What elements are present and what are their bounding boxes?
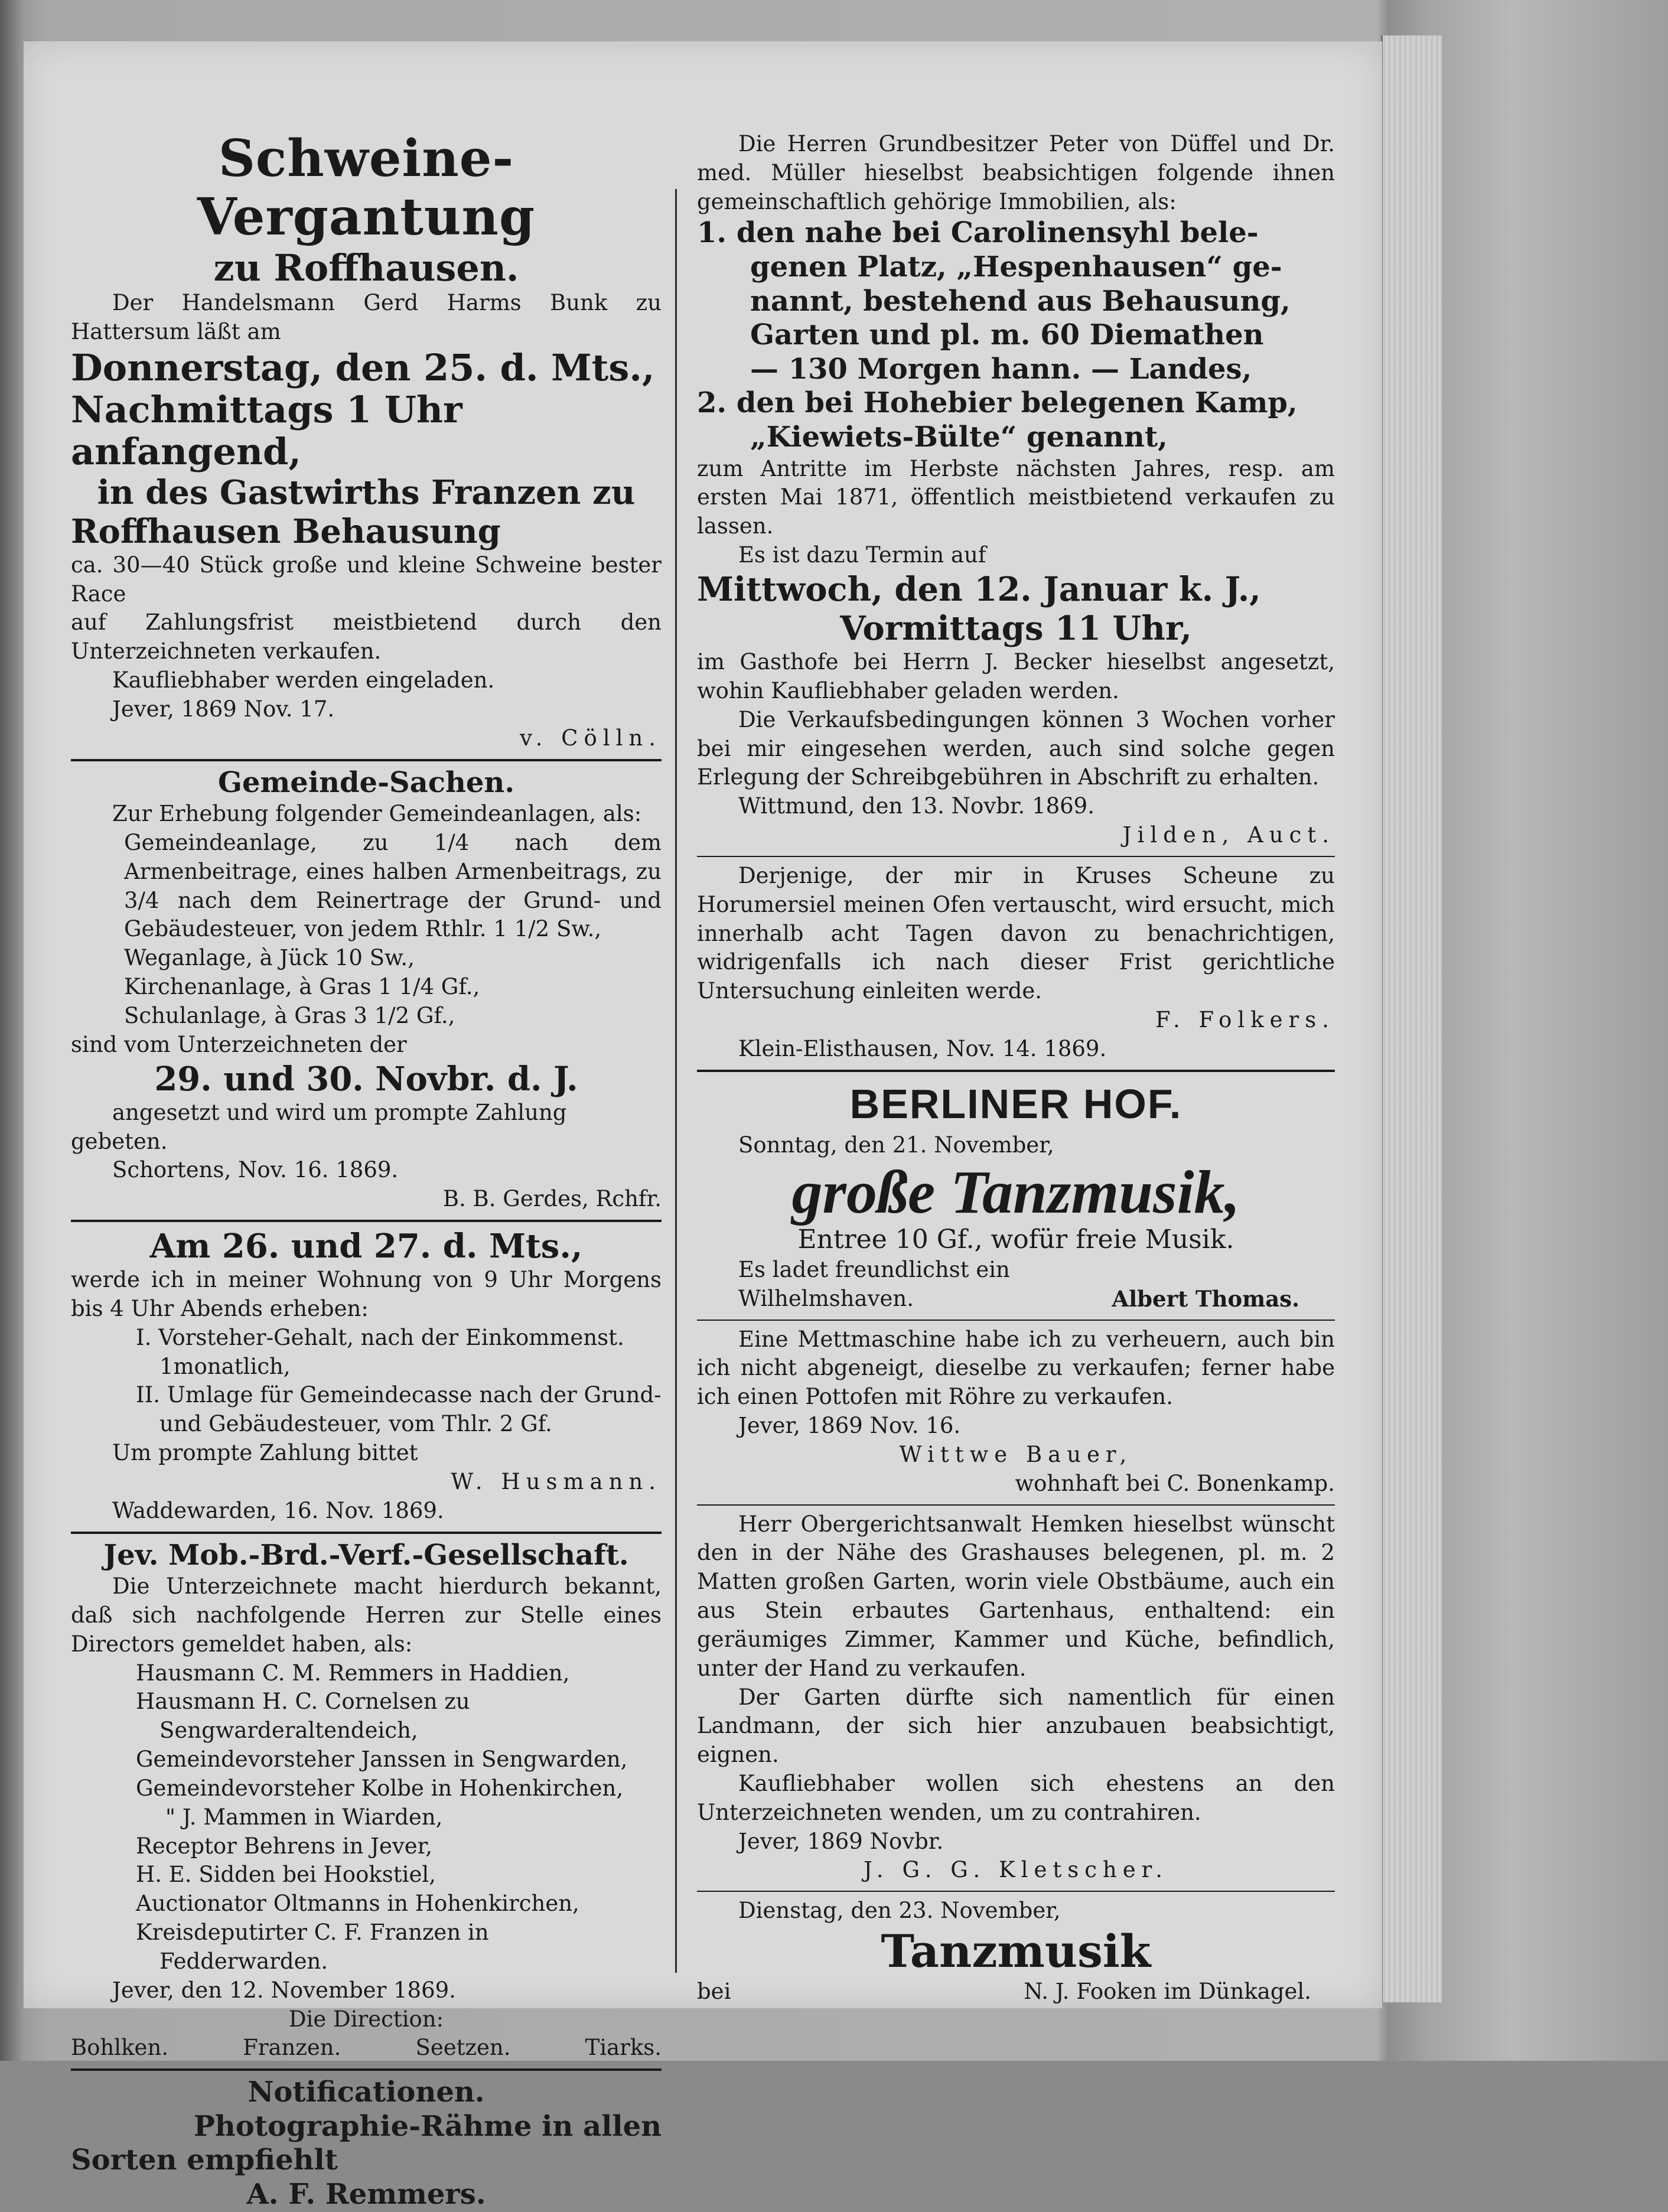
ad-signature: Seetzen. [415, 2035, 511, 2061]
ad-mettmaschine [697, 1325, 1335, 1498]
ad-dateline: Schortens, Nov. 16. 1869. [112, 1157, 399, 1183]
ad-item: nannt, bestehend aus Behausung, [750, 284, 1291, 318]
ad-text: Weganlage, à Jück 10 Sw., [124, 945, 415, 971]
ad-text: Photographie-Rähme in allen [193, 2109, 662, 2143]
ad-place-2: Roffhausen Behausung [71, 512, 501, 551]
ad-place: in des Gastwirths Franzen zu [97, 473, 636, 512]
ad-time: Nachmittags 1 Uhr anfangend, [71, 388, 462, 474]
ad-text: " J. Mammen in Wiarden, [165, 1804, 443, 1830]
ad-dateline: Klein-Elisthausen, Nov. 14. 1869. [738, 1035, 1107, 1061]
ad-text: bei [697, 1978, 731, 2004]
ad-text: Kaufliebhaber wollen sich ehestens an den Unterzeichneten wenden, um zu contrahiren. [697, 1770, 1335, 1825]
signature-row [697, 1978, 1335, 2006]
ad-text: werde ich in meiner Wohnung von 9 Uhr Morgens bis 4 Uhr Abends erheben: [71, 1267, 662, 1321]
ad-text: Schulanlage, à Gras 3 1/2 Gf., [124, 1002, 455, 1028]
ad-text: Die Direction: [288, 2006, 444, 2032]
section-rule [71, 759, 662, 761]
ad-notificationen [71, 2076, 662, 2211]
ad-text: I. Vorsteher-Gehalt, nach der Einkommenst. 1monatlich, [136, 1324, 624, 1379]
ad-time: Vormittags 11 Uhr, [840, 609, 1192, 649]
ad-signature: J. G. G. Kletscher. [863, 1857, 1169, 1883]
ad-date: Donnerstag, den 25. d. Mts., [71, 346, 655, 389]
left-column [71, 130, 662, 2212]
ad-text: Gemeindevorsteher Janssen in Sengwarden, [136, 1747, 628, 1773]
ad-subtitle: zu Roffhausen. [213, 246, 519, 289]
ad-signature: F. Folkers. [1155, 1007, 1335, 1033]
ad-signature: N. J. Fooken im Dünkagel. [1024, 1978, 1311, 2004]
ad-text: sind vom Unterzeichneten der [71, 1031, 407, 1057]
ad-title: Notificationen. [247, 2076, 485, 2109]
ad-date: 29. und 30. Novbr. d. J. [154, 1059, 578, 1099]
ad-signature: Tiarks. [585, 2035, 662, 2061]
ad-signature: B. B. Gerdes, Rchfr. [442, 1186, 662, 1212]
ad-title: Tanzmusik [881, 1925, 1151, 1978]
ad-text: Die Verkaufsbedingungen können 3 Wochen vorher bei mir eingesehen werden, auch sind solche gegen Erlegung der Schreibgebühren in Abschrift zu erhalten. [697, 706, 1335, 790]
ad-signature: Bohlken. [71, 2035, 169, 2061]
ad-text: II. Umlage für Gemeindecasse nach der Grund- und Gebäudesteuer, vom Thlr. 2 Gf. [136, 1382, 662, 1437]
ad-jev-gesellschaft [71, 1539, 662, 2063]
ad-berliner-hof [697, 1077, 1335, 1314]
ad-place: Wilhelmshaven. [738, 1285, 914, 1311]
ad-dateline: Waddewarden, 16. Nov. 1869. [112, 1497, 444, 1523]
ad-text: Auctionator Oltmanns in Hohenkirchen, [136, 1891, 579, 1917]
ad-text: Derjenige, der mir in Kruses Scheune zu Horumersiel meinen Ofen vertauscht, wird ersucht, mich innerhalb acht Tagen davon zu benachrichtigen, widrigenfalls ich nach dieser Frist gerichtliche Untersuchung einleiten werde. [697, 862, 1335, 1004]
ad-text: Hausmann C. M. Remmers in Haddien, [136, 1660, 570, 1686]
ad-signature: v. Cölln. [520, 725, 662, 751]
ad-text: Receptor Behrens in Jever, [136, 1833, 433, 1859]
ad-text: Es ladet freundlichst ein [738, 1256, 1010, 1282]
ad-headline: große Tanzmusik, [791, 1158, 1240, 1226]
ad-am-26 [71, 1227, 662, 1526]
ad-date: Dienstag, den 23. November, [738, 1898, 1061, 1924]
ad-item: „Kiewiets-Bülte“ genannt, [750, 421, 1168, 454]
ad-text: Der Handelsmann Gerd Harms Bunk zu Hattersum läßt am [71, 290, 662, 344]
ad-text: Der Garten dürfte sich namentlich für einen Landmann, der sich hier anzubauen beabsichtigt, eignen. [697, 1684, 1335, 1768]
ad-text: Sorten empfiehlt [71, 2143, 338, 2177]
ad-signature: A. F. Remmers. [246, 2178, 486, 2211]
ad-title: Am 26. und 27. d. Mts., [149, 1227, 583, 1266]
ad-item: 2. den bei Hohebier belegenen Kamp, [697, 386, 1298, 420]
ad-garten [697, 1510, 1335, 1885]
ad-item: genen Platz, „Hespenhausen“ ge- [750, 250, 1282, 284]
column-divider [675, 189, 677, 1973]
ad-text: Eine Mettmaschine habe ich zu verheuern, auch bin ich nicht abgeneigt, dieselbe zu verkaufen; ferner habe ich einen Pottofen mit Röhre zu verkaufen. [697, 1326, 1335, 1410]
ad-date: Sonntag, den 21. November, [738, 1132, 1054, 1158]
ad-text: zum Antritte im Herbste nächsten Jahres, resp. am ersten Mai 1871, öffentlich meistbietend verkaufen zu lassen. [697, 455, 1335, 539]
ad-dateline: Wittmund, den 13. Novbr. 1869. [738, 793, 1094, 819]
ad-address: wohnhaft bei C. Bonenkamp. [1015, 1470, 1335, 1496]
ad-tanzmusik [697, 1897, 1335, 2006]
signature-row [71, 2034, 662, 2063]
ad-immobilien [697, 130, 1335, 850]
section-rule [697, 1070, 1335, 1072]
newspaper-page [24, 41, 1382, 2211]
section-rule [697, 1891, 1335, 1892]
section-rule [71, 2068, 662, 2071]
ad-text: Die Herren Grundbesitzer Peter von Düffel und Dr. med. Müller hieselbst beabsichtigen folgende ihnen gemeinschaftlich gehörige Immobilien, als: [697, 131, 1335, 214]
ad-text: Die Unterzeichnete macht hierdurch bekannt, daß sich nachfolgende Herren zur Stelle eines Directors gemeldet haben, als: [71, 1574, 662, 1657]
section-rule [697, 1504, 1335, 1506]
ad-signature: Franzen. [243, 2035, 341, 2061]
ad-signature: W. Husmann. [451, 1468, 662, 1494]
ad-text: Zur Erhebung folgender Gemeindeanlagen, als: [112, 801, 642, 827]
ad-title: Jev. Mob.-Brd.-Verf.-Gesellschaft. [103, 1538, 629, 1572]
ad-text: Kreisdeputirter C. F. Franzen in Fedderwarden. [136, 1920, 489, 1974]
ad-dateline: Jever, 1869 Nov. 17. [112, 696, 335, 722]
ad-text: Um prompte Zahlung bittet [112, 1440, 418, 1466]
ad-text: H. E. Sidden bei Hookstiel, [136, 1862, 436, 1888]
ad-item: Garten und pl. m. 60 Diemathen [750, 318, 1264, 352]
ad-text: auf Zahlungsfrist meistbietend durch den Unterzeichneten verkaufen. [71, 610, 662, 664]
ad-signature: Wittwe Bauer, [899, 1441, 1133, 1467]
section-rule [71, 1220, 662, 1222]
ad-signature: Albert Thomas. [1112, 1285, 1299, 1312]
ad-title: Schweine-Vergantung [197, 129, 536, 247]
book-page-edges [1381, 35, 1442, 2002]
section-rule [697, 856, 1335, 857]
ad-signature: Jilden, Auct. [1122, 822, 1335, 848]
ad-dateline: Jever, 1869 Nov. 16. [738, 1413, 961, 1439]
section-rule [697, 1320, 1335, 1321]
ad-dateline: Jever, den 12. November 1869. [112, 1977, 456, 2003]
ad-gemeinde-sachen [71, 766, 662, 1214]
ad-dateline: Jever, 1869 Novbr. [738, 1828, 944, 1854]
ad-ofen [697, 862, 1335, 1064]
ad-text: Gemeindevorsteher Kolbe in Hohenkirchen, [136, 1775, 624, 1801]
ad-text: Entree 10 Gf., wofür freie Musik. [797, 1224, 1234, 1255]
ad-text: Hausmann H. C. Cornelsen zu Sengwarderaltendeich, [136, 1689, 470, 1744]
ad-text: angesetzt und wird um prompte Zahlung gebeten. [71, 1099, 567, 1154]
ad-item: — 130 Morgen hann. — Landes, [750, 352, 1252, 386]
ad-text: ca. 30—40 Stück große und kleine Schweine bester Race [71, 552, 662, 607]
ad-item: 1. den nahe bei Carolinensyhl bele- [697, 216, 1259, 250]
signature-row [697, 1285, 1335, 1314]
section-rule [71, 1532, 662, 1534]
ad-text: im Gasthofe bei Herrn J. Becker hieselbst angesetzt, wohin Kaufliebhaber geladen werden. [697, 649, 1335, 703]
ad-text: Es ist dazu Termin auf [738, 542, 986, 568]
ad-title: Gemeinde-Sachen. [217, 765, 515, 799]
ad-text: Kaufliebhaber werden eingeladen. [112, 667, 495, 693]
ad-date: Mittwoch, den 12. Januar k. J., [697, 569, 1261, 609]
ad-text: Herr Obergerichtsanwalt Hemken hieselbst wünscht den in der Nähe des Grashauses belegenen, pl. m. 2 Matten großen Garten, worin viele Obstbäume, auch ein aus Stein erbautes Gartenhaus, enthaltend: ein geräumiges Zimmer, Kammer und Küche, befindlich, unter der Hand zu verkaufen. [697, 1511, 1335, 1681]
ad-schweine-vergantung [71, 130, 662, 753]
right-column [697, 130, 1335, 2006]
ad-text: Kirchenanlage, à Gras 1 1/4 Gf., [124, 974, 480, 1000]
ad-text: Gemeindeanlage, zu 1/4 nach dem Armenbeitrage, eines halben Armenbeitrags, zu 3/4 nach dem Reinertrage der Grund- und Gebäudesteuer, von jedem Rthlr. 1 1/2 Sw., [124, 830, 662, 942]
ad-title: BERLINER HOF. [849, 1080, 1182, 1127]
